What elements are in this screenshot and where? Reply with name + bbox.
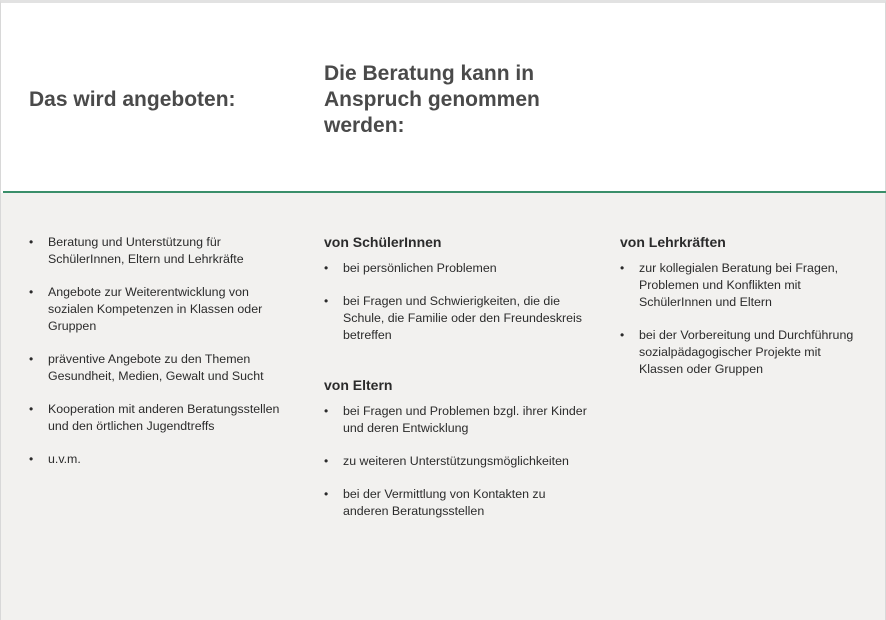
offers-column [29, 234, 291, 468]
list-item-text: bei Fragen und Problemen bzgl. ihrer Kinder und deren Entwicklung [343, 404, 587, 435]
list-item-text: Kooperation mit anderen Beratungsstellen und den örtlichen Jugendtreffs [48, 402, 280, 433]
list-item [29, 451, 291, 468]
students-list [324, 260, 594, 344]
heading-claimed: Die Beratung kann in Anspruch genommen werden: [324, 62, 540, 137]
bullet-icon: • [324, 487, 329, 501]
parents-title: von Eltern [324, 377, 393, 393]
list-item [324, 293, 594, 344]
list-item-text: bei der Vorbereitung und Durchführung sozialpädagogischer Projekte mit Klassen oder Gruppen [639, 328, 854, 376]
bullet-icon: • [324, 404, 329, 418]
bullet-icon: • [29, 235, 34, 249]
students-title: von SchülerInnen [324, 234, 442, 250]
teachers-column [620, 234, 860, 378]
bullet-icon: • [29, 452, 34, 466]
list-item [324, 453, 594, 470]
bullet-icon: • [324, 294, 329, 308]
list-item-text: u.v.m. [48, 452, 81, 466]
offers-list [29, 234, 291, 468]
list-item [620, 260, 860, 311]
heading-offered: Das wird angeboten: [29, 88, 236, 111]
list-item [324, 403, 594, 437]
list-item-text: Angebote zur Weiterentwicklung von sozialen Kompetenzen in Klassen oder Gruppen [48, 285, 263, 333]
list-item-text: bei persönlichen Problemen [343, 261, 497, 275]
list-item [620, 327, 860, 378]
list-item-text: zur kollegialen Beratung bei Fragen, Problemen und Konflikten mit SchülerInnen und Eltern [639, 261, 839, 309]
bullet-icon: • [29, 352, 34, 366]
bullet-icon: • [324, 454, 329, 468]
bullet-icon: • [29, 285, 34, 299]
list-item-text: präventive Angebote zu den Themen Gesundheit, Medien, Gewalt und Sucht [48, 352, 264, 383]
bullet-icon: • [620, 328, 625, 342]
list-item [29, 351, 291, 385]
teachers-title: von Lehrkräften [620, 234, 726, 250]
list-item-text: zu weiteren Unterstützungsmöglichkeiten [343, 454, 569, 468]
bullet-icon: • [29, 402, 34, 416]
bullet-icon: • [324, 261, 329, 275]
students-group [324, 234, 594, 344]
teachers-list [620, 260, 860, 378]
parents-group [324, 377, 594, 520]
list-item-text: bei Fragen und Schwierigkeiten, die die Schule, die Familie oder den Freundeskreis betreffen [343, 294, 582, 342]
list-item [29, 401, 291, 435]
list-item [29, 284, 291, 335]
bullet-icon: • [620, 261, 625, 275]
list-item [324, 486, 594, 520]
list-item-text: Beratung und Unterstützung für SchülerInnen, Eltern und Lehrkräfte [48, 235, 244, 266]
list-item-text: bei der Vermittlung von Kontakten zu anderen Beratungsstellen [343, 487, 546, 518]
list-item [324, 260, 594, 277]
students-parents-column [324, 234, 594, 520]
list-item [29, 234, 291, 268]
parents-list [324, 403, 594, 520]
